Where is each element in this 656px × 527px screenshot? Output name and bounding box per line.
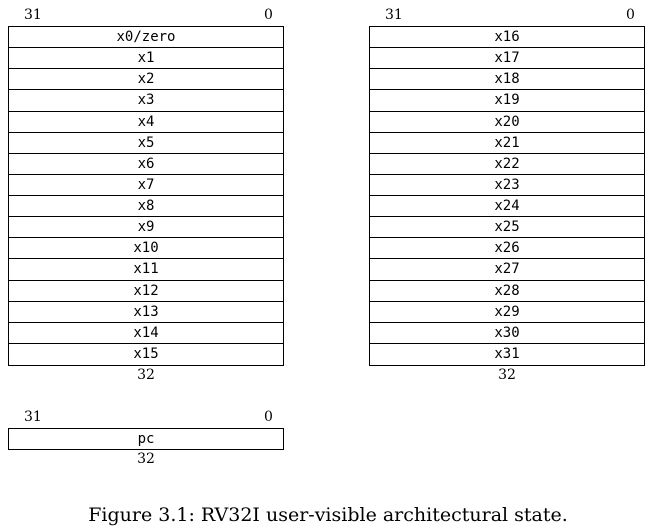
right-register-table [369, 26, 645, 366]
left-width-label: 32 [137, 367, 155, 383]
register-row: x25 [370, 217, 644, 238]
register-row: pc [137, 431, 155, 447]
register-row: x9 [9, 217, 283, 238]
left-msb-label: 31 [24, 7, 42, 23]
right-msb-label: 31 [385, 7, 403, 23]
register-row: x24 [370, 196, 644, 217]
register-row: x0/zero [9, 27, 283, 48]
register-row: x5 [9, 133, 283, 154]
right-width-label: 32 [498, 367, 516, 383]
register-row: x4 [9, 112, 283, 133]
register-row: x18 [370, 69, 644, 90]
pc-msb-label: 31 [24, 409, 42, 425]
figure-caption: Figure 3.1: RV32I user-visible architectural state. [88, 504, 568, 526]
register-row: x3 [9, 90, 283, 111]
register-row: x27 [370, 259, 644, 280]
register-row: x1 [9, 48, 283, 69]
register-row: x26 [370, 238, 644, 259]
register-row: x29 [370, 302, 644, 323]
register-row: x11 [9, 259, 283, 280]
register-row: x30 [370, 323, 644, 344]
register-row: x19 [370, 90, 644, 111]
left-lsb-label: 0 [264, 7, 273, 23]
register-row: x6 [9, 154, 283, 175]
register-row: x31 [494, 346, 520, 363]
left-register-table [8, 26, 284, 366]
register-row: x21 [370, 133, 644, 154]
register-row: x22 [370, 154, 644, 175]
register-row: x13 [9, 302, 283, 323]
register-row: x23 [370, 175, 644, 196]
right-lsb-label: 0 [626, 7, 635, 23]
pc-register-table [8, 428, 284, 450]
register-row: x14 [9, 323, 283, 344]
register-row: x17 [370, 48, 644, 69]
pc-lsb-label: 0 [264, 409, 273, 425]
register-row: x15 [133, 346, 159, 363]
register-row: x10 [9, 238, 283, 259]
register-row: x16 [370, 27, 644, 48]
register-row: x2 [9, 69, 283, 90]
pc-width-label: 32 [137, 451, 155, 467]
register-row: x20 [370, 112, 644, 133]
register-row: x12 [9, 281, 283, 302]
register-row: x28 [370, 281, 644, 302]
register-row: x7 [9, 175, 283, 196]
register-row: x8 [9, 196, 283, 217]
